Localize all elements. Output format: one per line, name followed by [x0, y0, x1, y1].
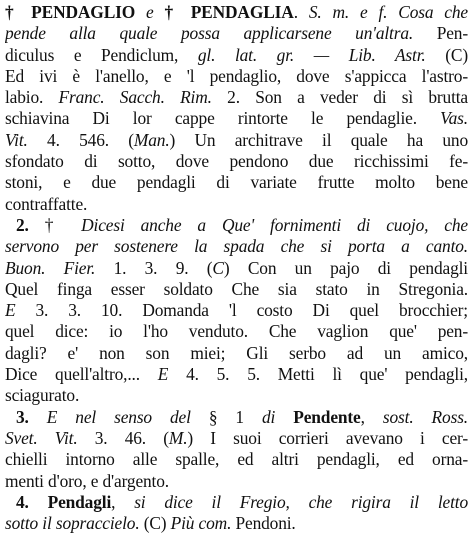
entry-line [5, 172, 468, 193]
entry-line [5, 449, 468, 470]
italic-text: Franc. Sacch. Rim. [58, 87, 212, 108]
bold-text: † PENDAGLIO [5, 2, 136, 22]
italic-text: C [212, 257, 224, 278]
entry-line [5, 321, 468, 342]
italic-text: S. m. e f. Cosa che [308, 2, 468, 22]
entry-line [5, 2, 468, 23]
entry-line [5, 45, 468, 66]
dictionary-entry-pendaglio [5, 2, 468, 534]
text-run: 4. 5. 5. Metti lì que' pendagli, [168, 364, 468, 385]
entry-line [5, 23, 468, 44]
entry-line [5, 513, 468, 534]
text-run: 2. Son a veder di sì brutta [211, 87, 468, 108]
text-run: ) I suoi corrieri avevano i cer- [187, 427, 468, 448]
text-run: § 1 [190, 406, 262, 427]
entry-line [5, 236, 468, 257]
text-run: (C) [425, 44, 468, 65]
text-run: Pendoni. [231, 513, 296, 534]
entry-line [5, 87, 468, 108]
italic-text: Dicesi anche a Que' fornimenti di cuojo, che [81, 214, 468, 235]
entry-line [5, 364, 468, 385]
text-run: 3. 3. 10. Domanda 'l costo Di quel brocchier; [15, 300, 468, 321]
italic-text: E [5, 300, 16, 321]
italic-text: Più com. [170, 513, 232, 534]
entry-line [5, 258, 468, 279]
text-run: diculus e Pendiclum, [5, 44, 198, 65]
text-run: Ed ivi è l'anello, e 'l pendaglio, dove s'appicca l'astro- [5, 65, 468, 86]
entry-line [5, 428, 468, 449]
text-run: sciagurato. [5, 385, 80, 406]
text-run: 3. 46. ( [77, 427, 169, 448]
italic-text: E nel senso del [28, 406, 191, 427]
entry-line [5, 300, 468, 321]
entry-line [5, 66, 468, 87]
italic-text: M. [168, 427, 188, 448]
italic-text: e [135, 2, 165, 22]
entry-line [5, 151, 468, 172]
italic-text: Vas. [440, 108, 468, 129]
entry-line [5, 215, 468, 236]
text-run: dagli? e' non son miei; Gli serbo ad un amico, [5, 342, 468, 363]
bold-text: 3. [16, 406, 29, 427]
italic-text: pende alla quale possa applicarsene un'altra. [5, 23, 414, 44]
text-run: chielli intorno alle spalle, ed altri pendagli, ed orna- [5, 449, 468, 470]
text-run: 4. 546. ( [27, 129, 134, 150]
bold-text: Pendagli [28, 491, 112, 512]
text-run: 1. 3. 9. ( [95, 257, 213, 278]
entry-line [5, 492, 468, 513]
bold-text: 2. [16, 214, 29, 235]
entry-line [5, 407, 468, 428]
italic-text: sotto il sopraccielo. [5, 513, 140, 534]
text-run: Pen- [413, 23, 468, 44]
text-run: . [293, 2, 309, 22]
entry-line [5, 471, 468, 492]
italic-text: di [261, 406, 276, 427]
text-run: schiavina Di lor cappe rintorte le pendaglie. [5, 108, 441, 129]
entry-line [5, 108, 468, 129]
entry-line [5, 385, 468, 406]
text-run: , [360, 406, 383, 427]
italic-text: Man. [133, 129, 170, 150]
text-run: stoni, e due pendagli di variate frutte molto bene [5, 172, 468, 193]
italic-text: Svet. Vit. [5, 427, 78, 448]
entry-line [5, 343, 468, 364]
text-run: Dice quell'altro,... [5, 364, 158, 385]
entry-line [5, 130, 468, 151]
text-run: sfondato di sotto, dove pendono due ricchissimi fe- [5, 151, 468, 172]
italic-text: E [157, 364, 169, 385]
text-run: quel dice: io l'ho venduto. Che vaglion que' pen- [5, 321, 468, 342]
bold-text: Pendente [275, 406, 361, 427]
text-run: Quel finga esser soldato Che sia stato in Stregonia. [5, 278, 468, 299]
bold-text: 4. [16, 491, 29, 512]
italic-text: Vit. [5, 129, 28, 150]
text-run: contraffatte. [5, 193, 88, 214]
italic-text: gl. lat. gr. — Lib. Astr. [197, 44, 426, 65]
text-run: , [111, 491, 135, 512]
text-run: † [28, 214, 82, 235]
text-run: ) Con un pajo di pendagli [223, 257, 468, 278]
italic-text: servono per sostenere la spada che si porta a canto. [5, 236, 468, 257]
italic-text: Buon. Fier. [5, 257, 96, 278]
text-run: menti d'oro, e d'argento. [5, 470, 169, 491]
bold-text: † PENDAGLIA [164, 2, 294, 22]
italic-text: sost. Ross. [382, 406, 468, 427]
entry-line [5, 194, 468, 215]
italic-text: si dice il Fregio, che rigira il letto [134, 491, 468, 512]
entry-line [5, 279, 468, 300]
text-run: ) Un architrave il quale ha uno [169, 129, 468, 150]
text-run: labio. [5, 87, 59, 108]
text-run: (C) [139, 513, 171, 534]
